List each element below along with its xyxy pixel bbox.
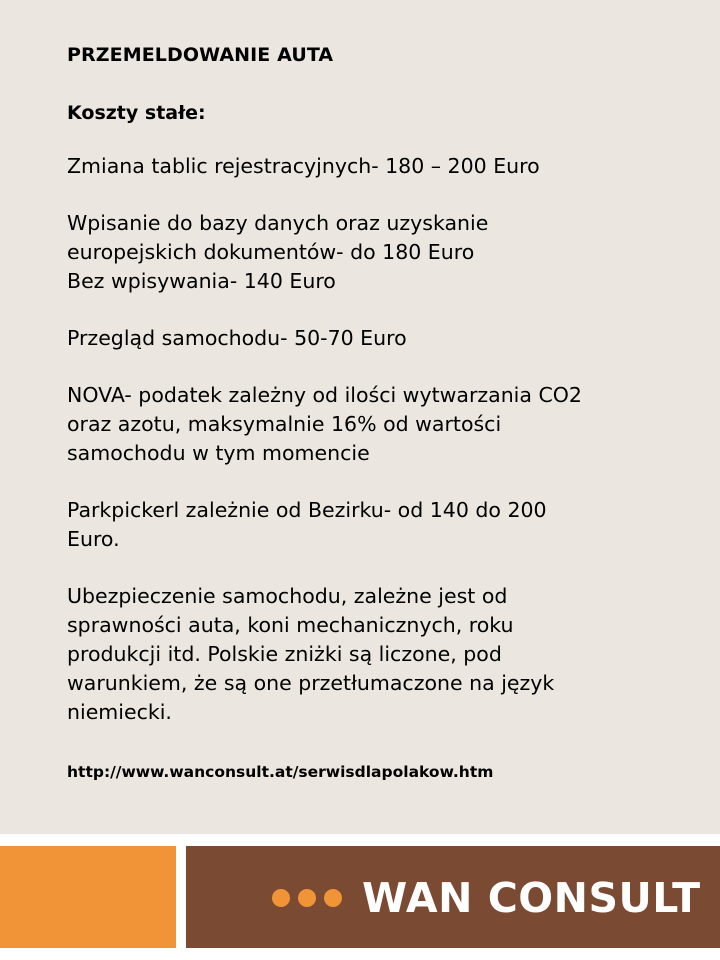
logo-dot-icon — [298, 889, 316, 907]
cost-parkpickerl — [67, 496, 687, 554]
text-line: Wpisanie do bazy danych oraz uzyskanie — [67, 211, 489, 235]
logo-dot-icon — [272, 889, 290, 907]
text-line: Euro. — [67, 527, 120, 551]
text-line: niemiecki. — [67, 700, 172, 724]
footer-orange-block — [0, 846, 176, 948]
text-line: sprawności auta, koni mechanicznych, roku — [67, 613, 514, 637]
text-line: oraz azotu, maksymalnie 16% od wartości — [67, 412, 502, 436]
text-line: Parkpickerl zależnie od Bezirku- od 140 do 200 — [67, 498, 547, 522]
slide-title: PRZEMELDOWANIE AUTA — [67, 44, 334, 66]
text-line: NOVA- podatek zależny od ilości wytwarzania CO2 — [67, 383, 582, 407]
slide-content — [67, 40, 687, 755]
text-line: europejskich dokumentów- do 180 Euro — [67, 240, 475, 264]
text-line: produkcji itd. Polskie zniżki są liczone, pod — [67, 642, 502, 666]
cost-database — [67, 209, 687, 296]
cost-plates — [67, 152, 687, 181]
source-link[interactable]: http://www.wanconsult.at/serwisdlapolakow.htm — [67, 763, 494, 781]
text-line: Zmiana tablic rejestracyjnych- 180 – 200 Euro — [67, 154, 540, 178]
logo-dot-icon — [324, 889, 342, 907]
cost-nova — [67, 381, 687, 468]
text-line: Bez wpisywania- 140 Euro — [67, 269, 336, 293]
text-line: Ubezpieczenie samochodu, zależne jest od — [67, 584, 508, 608]
wan-consult-logo — [272, 868, 701, 928]
cost-insurance — [67, 582, 687, 727]
cost-inspection — [67, 324, 687, 353]
text-line: warunkiem, że są one przetłumaczone na język — [67, 671, 555, 695]
text-line: Przegląd samochodu- 50-70 Euro — [67, 326, 407, 350]
text-line: samochodu w tym momencie — [67, 441, 370, 465]
logo-text: WAN CONSULT — [362, 874, 701, 922]
slide-subtitle: Koszty stałe: — [67, 102, 206, 124]
